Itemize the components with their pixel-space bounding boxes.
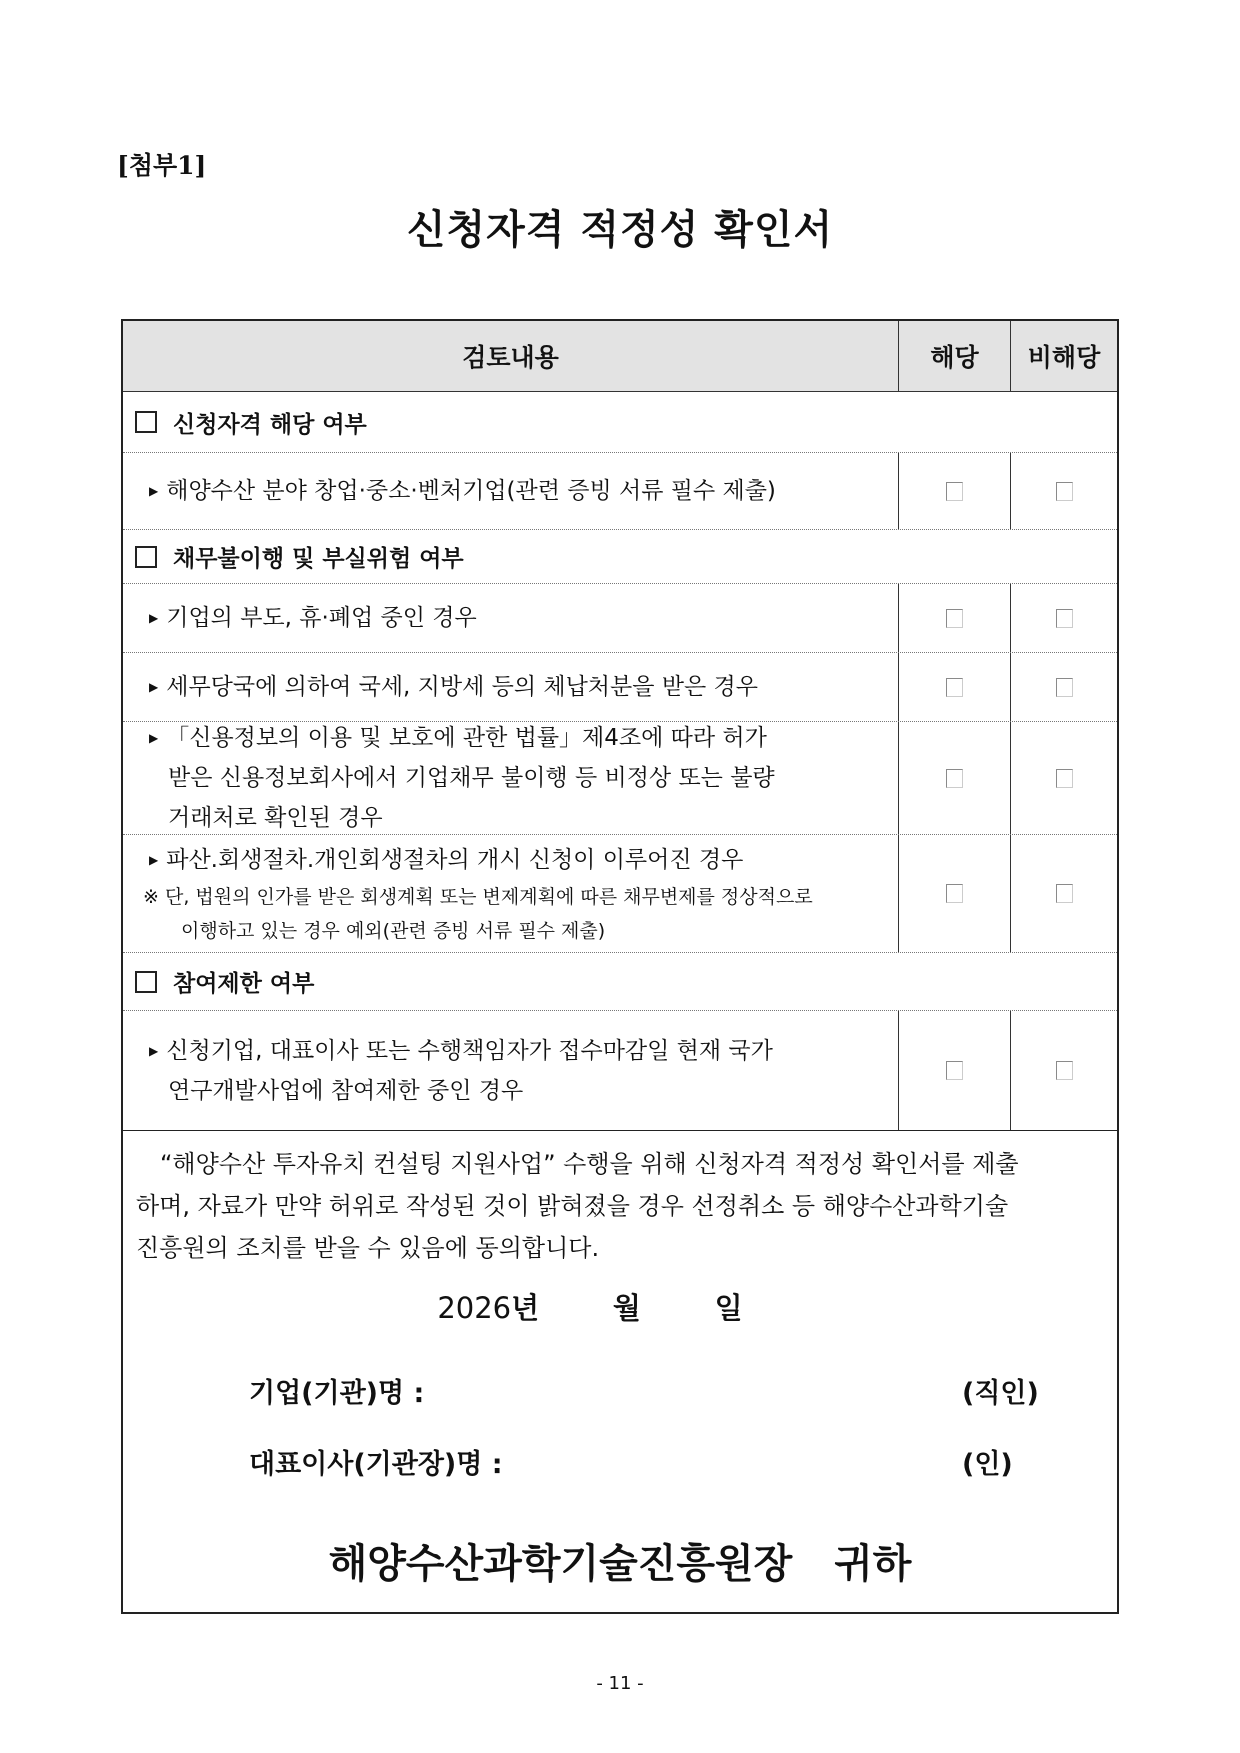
section-eligibility	[123, 392, 1117, 453]
square-bullet-icon	[135, 971, 157, 993]
triangle-bullet-icon: ▶	[149, 1043, 159, 1058]
table-row	[123, 653, 1117, 722]
applicable-checkbox[interactable]	[946, 482, 963, 501]
attachment-label: [첨부1]	[117, 151, 207, 180]
applicable-checkbox[interactable]	[946, 678, 963, 697]
applicable-checkbox[interactable]	[946, 1061, 963, 1080]
applicable-checkbox[interactable]	[946, 769, 963, 788]
item-text: 거래처로 확인된 경우	[168, 805, 383, 831]
item-text: 파산.회생절차.개인회생절차의 개시 신청이 이루어진 경우	[166, 846, 744, 873]
triangle-bullet-icon: ▶	[149, 852, 159, 867]
item-note: ※ 단, 법원의 인가를 받은 회생계획 또는 변제계획에 따른 채무변제를 정상적으로	[143, 885, 813, 908]
section-title: 채무불이행 및 부실위험 여부	[173, 546, 464, 572]
square-bullet-icon	[135, 411, 157, 433]
company-name-label: 기업(기관)명 :	[249, 1378, 425, 1409]
square-bullet-icon	[135, 546, 157, 568]
page-number: - 11 -	[596, 1673, 644, 1694]
triangle-bullet-icon: ▶	[149, 611, 159, 625]
item-text: 해양수산 분야 창업·중소·벤처기업(관련 증빙 서류 필수 제출)	[166, 478, 776, 504]
section-default-risk	[123, 530, 1117, 584]
confirmation-form	[121, 319, 1119, 1614]
item-note: 이행하고 있는 경우 예외(관련 증빙 서류 필수 제출)	[181, 919, 606, 942]
applicable-checkbox[interactable]	[946, 884, 963, 903]
not-applicable-checkbox[interactable]	[1056, 678, 1073, 697]
ceo-seal-label: (인)	[962, 1449, 1013, 1480]
year-unit: 년	[511, 1291, 540, 1325]
item-text: 기업의 부도, 휴·폐업 중인 경우	[166, 605, 477, 631]
document-title: 신청자격 적정성 확인서	[406, 207, 834, 253]
table-row	[123, 453, 1117, 530]
table-row	[123, 584, 1117, 653]
not-applicable-checkbox[interactable]	[1056, 1061, 1073, 1080]
triangle-bullet-icon: ▶	[149, 680, 159, 694]
statement-line: 하며, 자료가 만약 허위로 작성된 것이 밝혀졌을 경우 선정취소 등 해양수산과학기술	[136, 1192, 1009, 1220]
date-line	[93, 1286, 1087, 1327]
item-text: 「신용정보의 이용 및 보호에 관한 법률」제4조에 따라 허가	[166, 725, 767, 751]
ceo-name-label: 대표이사(기관장)명 :	[249, 1449, 503, 1480]
triangle-bullet-icon: ▶	[149, 731, 159, 745]
not-applicable-checkbox[interactable]	[1056, 482, 1073, 501]
not-applicable-checkbox[interactable]	[1056, 769, 1073, 788]
not-applicable-checkbox[interactable]	[1056, 609, 1073, 628]
addressee: 해양수산과학기술진흥원장 귀하	[328, 1541, 912, 1587]
header-applicable: 해당	[899, 321, 1011, 391]
table-row	[123, 835, 1117, 953]
header-content: 검토내용	[123, 321, 899, 391]
item-text: 받은 신용정보회사에서 기업채무 불이행 등 비정상 또는 불량	[168, 765, 775, 791]
item-text: 신청기업, 대표이사 또는 수행책임자가 접수마감일 현재 국가	[166, 1037, 773, 1064]
applicable-checkbox[interactable]	[946, 609, 963, 628]
month-unit: 월	[612, 1291, 641, 1325]
table-row	[123, 1011, 1117, 1131]
section-title: 참여제한 여부	[173, 971, 315, 997]
section-participation-restriction	[123, 953, 1117, 1011]
date-year: 2026	[437, 1291, 512, 1325]
header-not-applicable: 비해당	[1027, 343, 1101, 372]
statement-line: 진흥원의 조치를 받을 수 있음에 동의합니다.	[136, 1234, 600, 1262]
company-seal-label: (직인)	[962, 1378, 1039, 1409]
not-applicable-checkbox[interactable]	[1056, 884, 1073, 903]
table-header	[123, 321, 1117, 392]
triangle-bullet-icon: ▶	[149, 484, 159, 498]
table-row	[123, 722, 1117, 835]
consent-statement	[136, 1143, 1102, 1269]
section-title: 신청자격 해당 여부	[173, 411, 367, 438]
item-text: 연구개발사업에 참여제한 중인 경우	[168, 1077, 524, 1104]
day-unit: 일	[714, 1291, 743, 1325]
item-text: 세무당국에 의하여 국세, 지방세 등의 체납처분을 받은 경우	[166, 674, 758, 700]
statement-line: “해양수산 투자유치 컨설팅 지원사업” 수행을 위해 신청자격 적정성 확인서를 제출	[160, 1150, 1019, 1178]
